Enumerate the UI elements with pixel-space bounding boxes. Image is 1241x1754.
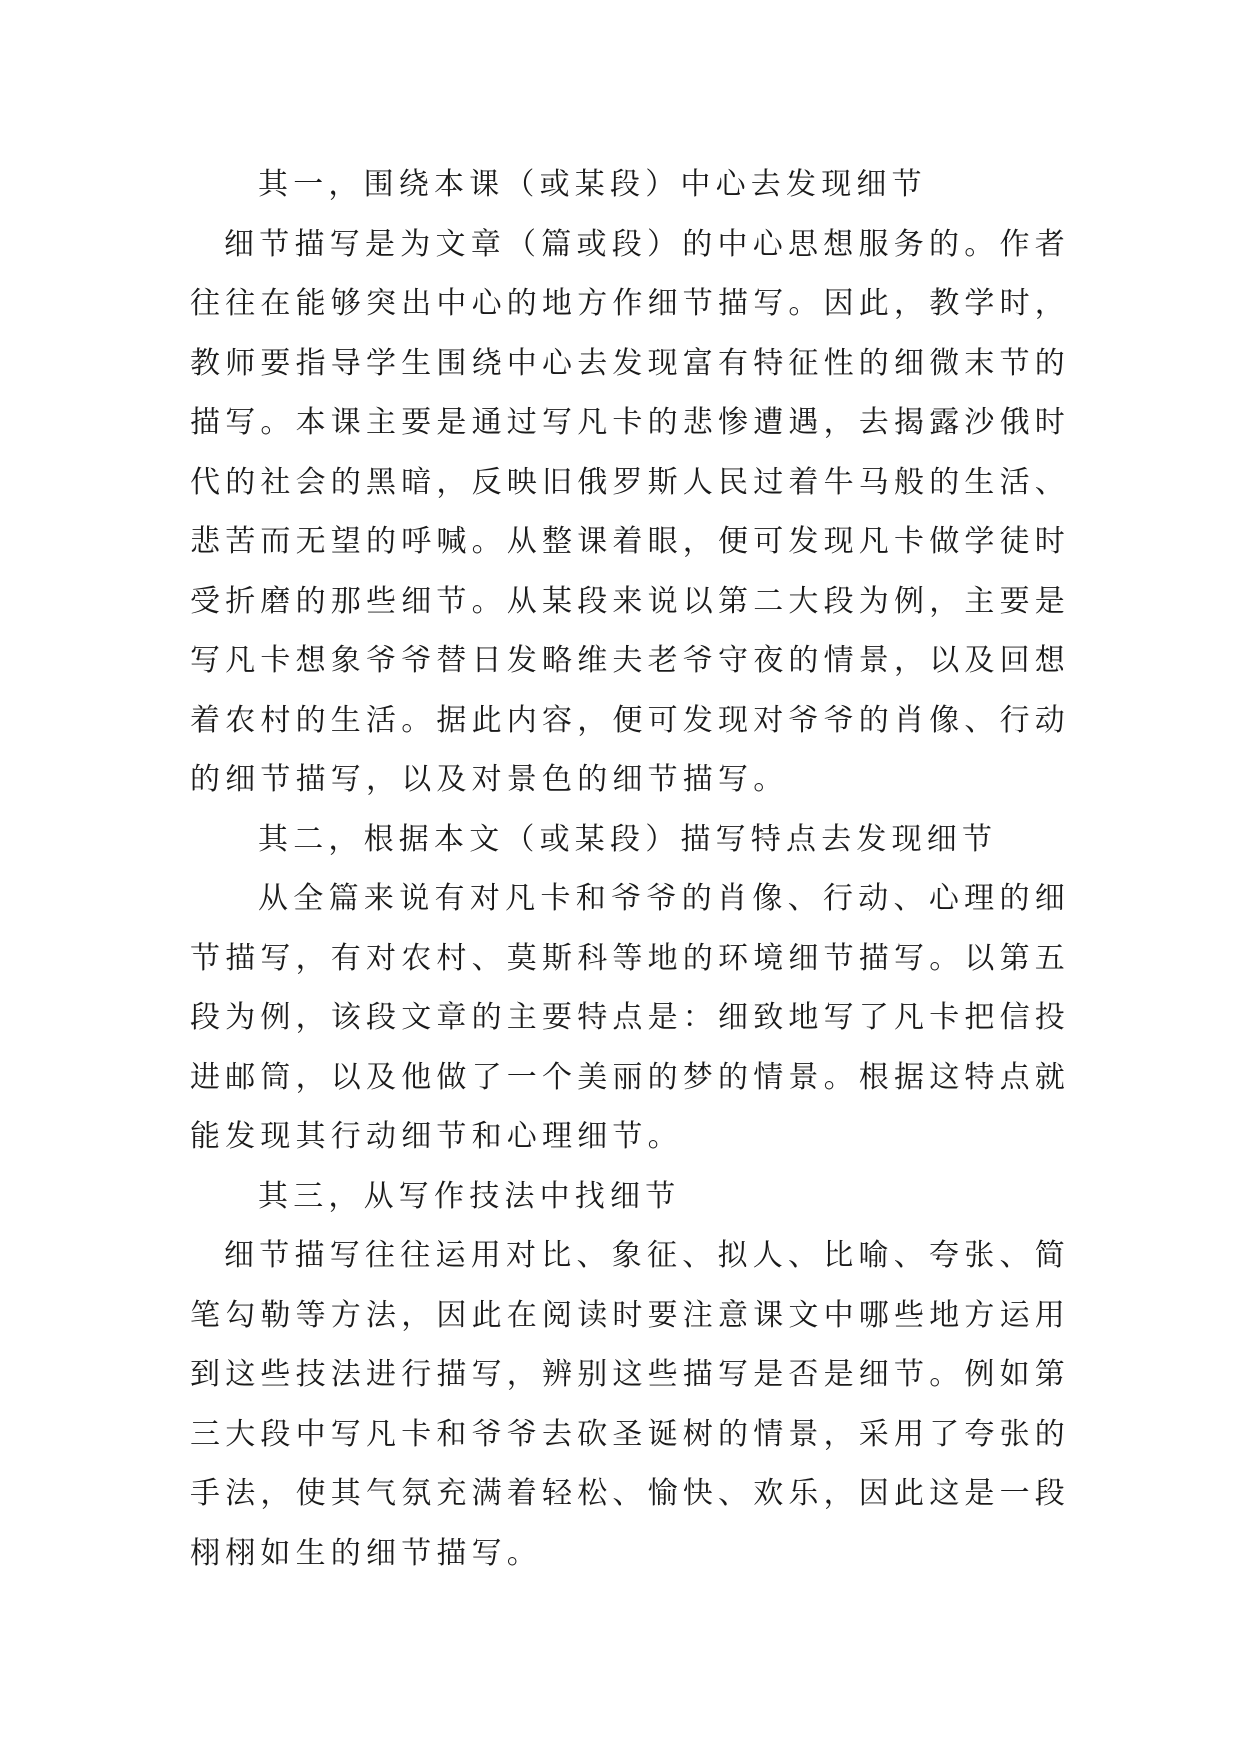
section-body-2: 从全篇来说有对凡卡和爷爷的肖像、行动、心理的细节描写，有对农村、莫斯科等地的环境细节描写。以第五段为例，该段文章的主要特点是：细致地写了凡卡把信投进邮筒，以及他做了一个美丽的梦的情景。根据这特点就能发现其行动细节和心理细节。 [190,881,1070,1154]
section-heading-1: 其一，围绕本课（或某段）中心去发现细节 [258,167,927,202]
section-heading-2: 其二，根据本文（或某段）描写特点去发现细节 [258,821,998,857]
section-body-1: 细节描写是为文章（篇或段）的中心思想服务的。作者往往在能够突出中心的地方作细节描写。因此，教学时，教师要指导学生围绕中心去发现富有特征性的细微末节的描写。本课主要是通过写凡卡的悲惨遭遇，去揭露沙俄时代的社会的黑暗，反映旧俄罗斯人民过着牛马般的生活、悲苦而无望的呼喊。从整课着眼，便可发现凡卡做学徒时受折磨的那些细节。从某段来说以第二大段为例，主要是写凡卡想象爷爷替日发略维夫老爷守夜的情景，以及回想着农村的生活。据此内容，便可发现对爷爷的肖像、行动的细节描写，以及对景色的细节描写。 [190,226,1070,797]
section-body-3: 细节描写往往运用对比、象征、拟人、比喻、夸张、简笔勾勒等方法，因此在阅读时要注意课文中哪些地方运用到这些技法进行描写，辨别这些描写是否是细节。例如第三大段中写凡卡和爷爷去砍圣诞树的情景，采用了夸张的手法，使其气氛充满着轻松、愉快、欢乐，因此这是一段栩栩如生的细节描写。 [190,1238,1070,1571]
section-heading-3: 其三，从写作技法中找细节 [258,1178,681,1214]
document-body [190,155,1070,1583]
